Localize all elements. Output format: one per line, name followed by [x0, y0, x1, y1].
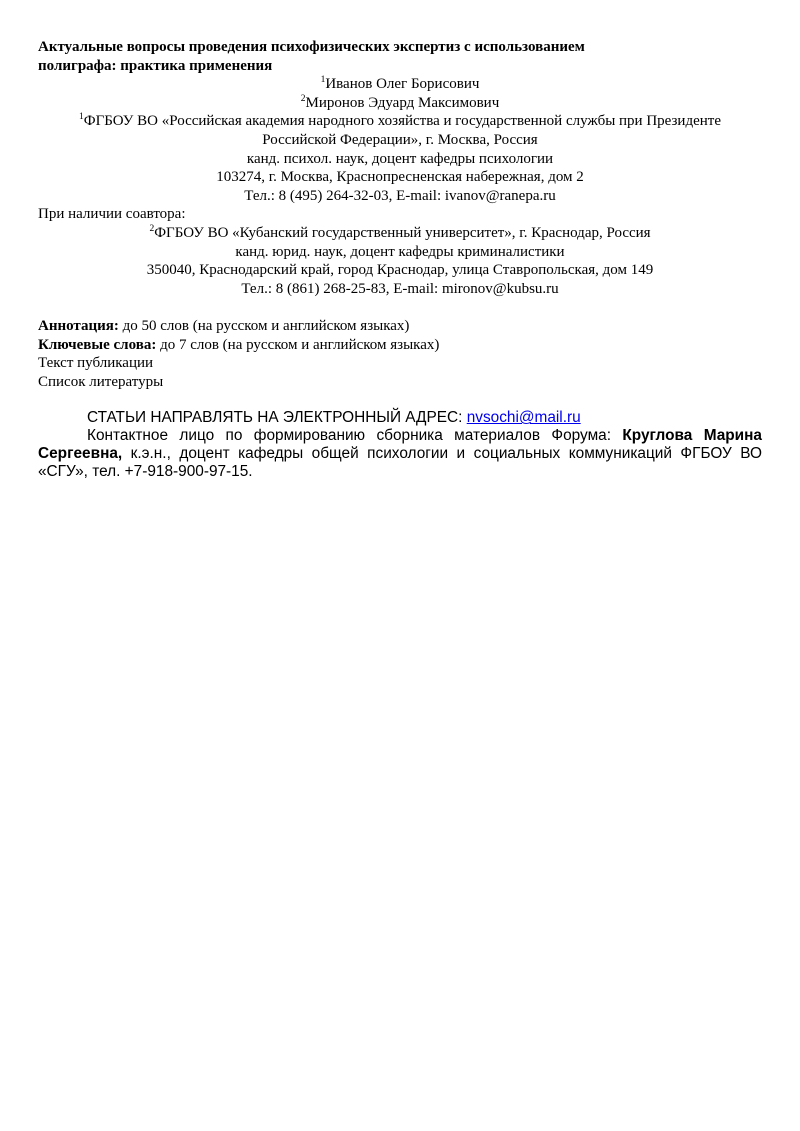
document-page — [38, 38, 762, 480]
references-heading: Список литературы — [38, 373, 164, 390]
annotation-text: до 50 слов (на русском и английском языках) — [118, 317, 410, 334]
spacer — [38, 298, 762, 317]
affil-2-address: 350040, Краснодарский край, город Краснодар, улица Ставропольская, дом 149 — [146, 262, 654, 279]
author-2-sup: 2 — [300, 93, 306, 104]
submission-text: СТАТЬИ НАПРАВЛЯТЬ НА ЭЛЕКТРОННЫЙ АДРЕС: — [87, 409, 467, 427]
author-1 — [38, 75, 762, 94]
keywords-line — [38, 336, 762, 355]
spacer — [38, 391, 762, 400]
affil-1-contact: Тел.: 8 (495) 264-32-03, E-mail: ivanov@ranepa.ru — [244, 187, 556, 204]
submission-email-link[interactable]: nvsochi@mail.ru — [466, 409, 581, 427]
affil-1-degree: канд. психол. наук, доцент кафедры психологии — [246, 150, 554, 167]
title-line-2: полиграфа: практика применения — [38, 57, 273, 74]
contact-prefix: Контактное лицо по формированию сборника материалов Форума: — [87, 427, 623, 445]
submission-line — [38, 409, 762, 427]
keywords-label: Ключевые слова: — [38, 336, 157, 353]
affil-1-line-2: Российской Федерации», г. Москва, Россия — [262, 131, 538, 148]
author-1-name: Иванов Олег Борисович — [325, 76, 480, 93]
affil-2-contact: Тел.: 8 (861) 268-25-83, E-mail: mironov@kubsu.ru — [241, 280, 559, 297]
affil-2-sup: 2 — [149, 223, 155, 234]
publication-text: Текст публикации — [38, 355, 154, 372]
author-2 — [38, 94, 762, 113]
coauthor-note: При наличии соавтора: — [38, 206, 186, 223]
title-line-1: Актуальные вопросы проведения психофизических экспертиз с использованием — [38, 39, 585, 55]
affil-2-line-1: ФГБОУ ВО «Кубанский государственный университет», г. Краснодар, Россия — [154, 224, 651, 241]
contact-name: Круглова Марина Сергеевна, — [38, 427, 762, 462]
contact-person-paragraph — [38, 427, 762, 480]
affil-1-line-1: ФГБОУ ВО «Российская академия народного хозяйства и государственной службы при Президенте — [83, 113, 721, 130]
author-2-name: Миронов Эдуард Максимович — [305, 94, 500, 111]
annotation-line — [38, 317, 762, 336]
affil-1-address: 103274, г. Москва, Краснопресненская набережная, дом 2 — [216, 169, 584, 186]
affil-1-sup: 1 — [79, 112, 84, 123]
annotation-label: Аннотация: — [38, 317, 119, 334]
affil-2-degree: канд. юрид. наук, доцент кафедры криминалистики — [235, 243, 565, 260]
keywords-text: до 7 слов (на русском и английском языках) — [156, 336, 440, 353]
author-1-sup: 1 — [320, 75, 326, 86]
spacer — [38, 400, 762, 409]
article-title — [38, 38, 762, 75]
contact-suffix: к.э.н., доцент кафедры общей психологии и социальных коммуникаций ФГБОУ ВО «СГУ», тел. +7-918-900-97-15. — [38, 444, 762, 480]
affiliation-2 — [38, 224, 762, 243]
affiliation-1 — [38, 112, 762, 131]
